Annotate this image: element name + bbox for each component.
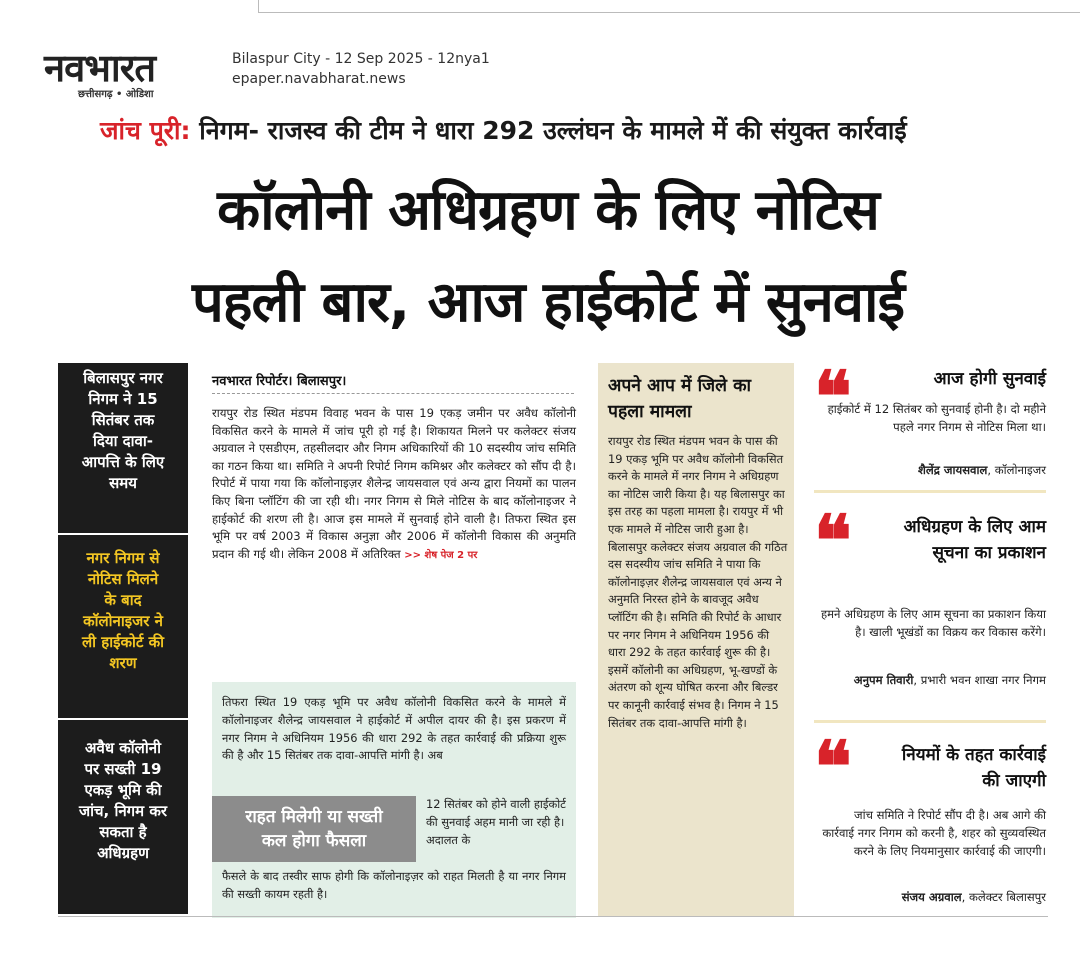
sidebar-box-1-line: दिया दावा- [93, 432, 153, 450]
quote-2-attribution [820, 670, 1046, 690]
quote-1-text: हाईकोर्ट में 12 सितंबर को सुनवाई होनी है। दो महीने पहले नगर निगम से नोटिस मिला था। [827, 402, 1046, 434]
continued-link[interactable]: >> शेष पेज 2 पर [404, 549, 478, 561]
side-story-heading: अपने आप में जिले का पहला मामला [608, 376, 752, 422]
quote-2-heading: अधिग्रहण के लिए आम सूचना का प्रकाशन [903, 517, 1046, 563]
kicker-line [100, 113, 1060, 147]
quote-2-role: , प्रभारी भवन शाखा नगर निगम [913, 673, 1046, 687]
epaper-url: epaper.navabharat.news [232, 71, 406, 87]
quote-3-attribution [820, 890, 1046, 905]
quote-1-role: , कॉलोनाइजर [987, 463, 1046, 477]
sidebar-box-2-line: कॉलोनाइजर ने [83, 612, 163, 630]
sidebar-box-1-line: सितंबर तक [91, 411, 155, 429]
sidebar-box-1-line: बिलासपुर नगर [83, 369, 163, 387]
sidebar-divider [58, 718, 188, 720]
sidebar-box-2-line: के बाद [104, 591, 142, 609]
quote-1-heading: आज होगी सुनवाई [933, 369, 1046, 389]
sidebar-box-1-line: आपत्ति के लिए [81, 453, 165, 471]
article-body [212, 405, 576, 564]
newspaper-logo: नवभारत [44, 46, 155, 90]
quote-mark-icon: ❝ [814, 499, 852, 582]
highlight-box-text-3: फैसले के बाद तस्वीर साफ होगी कि कॉलोनाइज़र को राहत मिलती है या नगर निगम की सख्ती कायम रहती है। [222, 869, 566, 901]
quote-2-name: अनुपम तिवारी [853, 673, 914, 687]
sidebar-box-2-line: ली हाईकोर्ट की [81, 633, 165, 651]
quote-3-text: जांच समिति ने रिपोर्ट सौंप दी है। अब आगे की कार्रवाई नगर निगम को करनी है, शहर को सुव्यवस्थित करने के लिए नियमानुसार कार्रवाई की जाएगी। [822, 808, 1046, 858]
sidebar-box-3 [58, 738, 188, 864]
byline-rule [212, 393, 574, 394]
side-story-body: रायपुर रोड स्थित मंडपम भवन के पास की 19 एकड़ भूमि पर अवैध कॉलोनी विकसित करने के मामले में नगर निगम ने अधिग्रहण का नोटिस जारी किया है। यह बिलासपुर का इस तरह का पहला मामला है। रायपुर में भी एक मामले में नोटिस जारी हुआ है। बिलासपुर कलेक्टर संजय अग्रवाल की गठित दस सदस्यीय जांच समिति ने पाया कि कॉलोनाइज़र शैलेन्द्र जायसवाल एवं अन्य ने अनुमति निरस्त होने के बावजूद अवैध प्लॉटिंग की है। समिति की रिपोर्ट के आधार पर नगर निगम ने अधिनियम 1956 की धारा 292 के तहत कार्रवाई शुरू की है। इसमें कॉलोनी का अधिग्रहण, भू-खण्डों के अंतरण को शून्य घोषित करना और बिल्डर पर कानूनी कार्रवाई संभव है। निगम ने 15 सितंबर तक दावा-आपत्ति मांगी है। [608, 434, 788, 730]
headline-line-2: पहली बार, आज हाईकोर्ट में सुनवाई [192, 270, 904, 335]
sidebar-box-3-line: अवैध कॉलोनी [85, 739, 161, 757]
sidebar-box-2-line: शरण [109, 654, 137, 672]
article-byline: नवभारत रिपोर्टर। बिलासपुर। [212, 374, 347, 389]
highlight-box-text-2: 12 सितंबर को होने वाली हाईकोर्ट की सुनवाई अहम मानी जा रही है। अदालत के [426, 797, 566, 847]
quote-3-heading: नियमों के तहत कार्रवाई की जाएगी [901, 745, 1046, 791]
headline-line-1: कॉलोनी अधिग्रहण के लिए नोटिस [217, 178, 879, 243]
highlight-label-line-1: राहत मिलेगी या सख्ती [245, 807, 383, 827]
sidebar-box-3-line: सकता है [99, 823, 147, 841]
quote-3-role: , कलेक्टर बिलासपुर [961, 890, 1046, 904]
quote-mark-icon: ❝ [814, 725, 852, 808]
sidebar-box-3-line: एकड़ भूमि की [84, 781, 162, 799]
edition-info: Bilaspur City - 12 Sep 2025 - 12nya1 [232, 51, 490, 67]
quote-mark-icon: ❝ [814, 355, 852, 438]
bottom-rule [58, 916, 1048, 917]
top-border [258, 0, 1080, 13]
sidebar-box-3-line: अधिग्रहण [97, 844, 149, 862]
highlight-box-text-1: तिफरा स्थित 19 एकड़ भूमि पर अवैध कॉलोनी विकसित करने के मामले में कॉलोनाइजर शैलेन्द्र जायसवाल ने हाईकोर्ट में अपील दायर की है। इस प्रकरण में नगर निगम ने अधिनियम 1956 की धारा 292 के तहत कार्रवाई की प्रक्रिया शुरू की है और 15 सितंबर तक दावा-आपत्ति मांगी है। अब [222, 695, 566, 763]
highlight-box-label [212, 796, 416, 862]
logo-tagline: छत्तीसगढ़ • ओडिशा [78, 89, 154, 100]
quote-2-text: हमने अधिग्रहण के लिए आम सूचना का प्रकाशन किया है। खाली भूखंडों का विक्रय कर विकास करेंगे। [820, 607, 1046, 639]
quote-divider [814, 720, 1046, 723]
quote-1-name: शैलेंद्र जायसवाल [917, 463, 988, 477]
sidebar-box-2-line: नगर निगम से [86, 549, 160, 567]
sidebar-box-3-line: जांच, निगम कर [79, 802, 167, 820]
sidebar-divider [58, 533, 188, 535]
kicker-text: निगम- राजस्व की टीम ने धारा 292 उल्लंघन के मामले में की संयुक्त कार्रवाई [190, 116, 907, 145]
sidebar-box-1-line: समय [109, 474, 137, 492]
highlight-label-line-2: कल होगा फैसला [261, 831, 367, 851]
kicker-label: जांच पूरी: [100, 116, 191, 145]
sidebar-box-1-line: निगम ने 15 [88, 390, 158, 408]
sidebar-box-1 [58, 368, 188, 494]
quote-divider [814, 490, 1046, 493]
sidebar-box-2 [58, 548, 188, 674]
sidebar-box-2-line: नोटिस मिलने [87, 570, 159, 588]
sidebar-box-3-line: पर सख्ती 19 [84, 760, 162, 778]
quote-1-attribution [820, 463, 1046, 478]
article-body-text: रायपुर रोड स्थित मंडपम विवाह भवन के पास 19 एकड़ जमीन पर अवैध कॉलोनी विकसित करने के मामले में जांच पूरी हो गई है। शिकायत मिलने पर कलेक्टर संजय अग्रवाल ने एसडीएम, तहसीलदार और निगम अधिकारियों की 10 सदस्यीय जांच समिति का गठन किया था। समिति ने अपनी रिपोर्ट निगम कमिश्नर और कलेक्टर को सौंप दी है। रिपोर्ट में पाया गया कि कॉलोनाइज़र शैलेन्द्र जायसवाल एवं अन्य द्वारा नियमों का पालन किए बिना प्लॉटिंग की जा रही थी। नगर निगम से मिले नोटिस के बाद कॉलोनाइजर ने हाईकोर्ट की शरण ली है। आज इस मामले में सुनवाई होने वाली है। तिफरा स्थित इस भूमि पर वर्ष 2003 में विकास अनुज्ञा और 2006 में कॉलोनी विकास की अनुमति प्रदान की गई थी। लेकिन 2008 में अतिरिक्त [212, 406, 576, 561]
quote-3-name: संजय अग्रवाल [901, 890, 962, 904]
